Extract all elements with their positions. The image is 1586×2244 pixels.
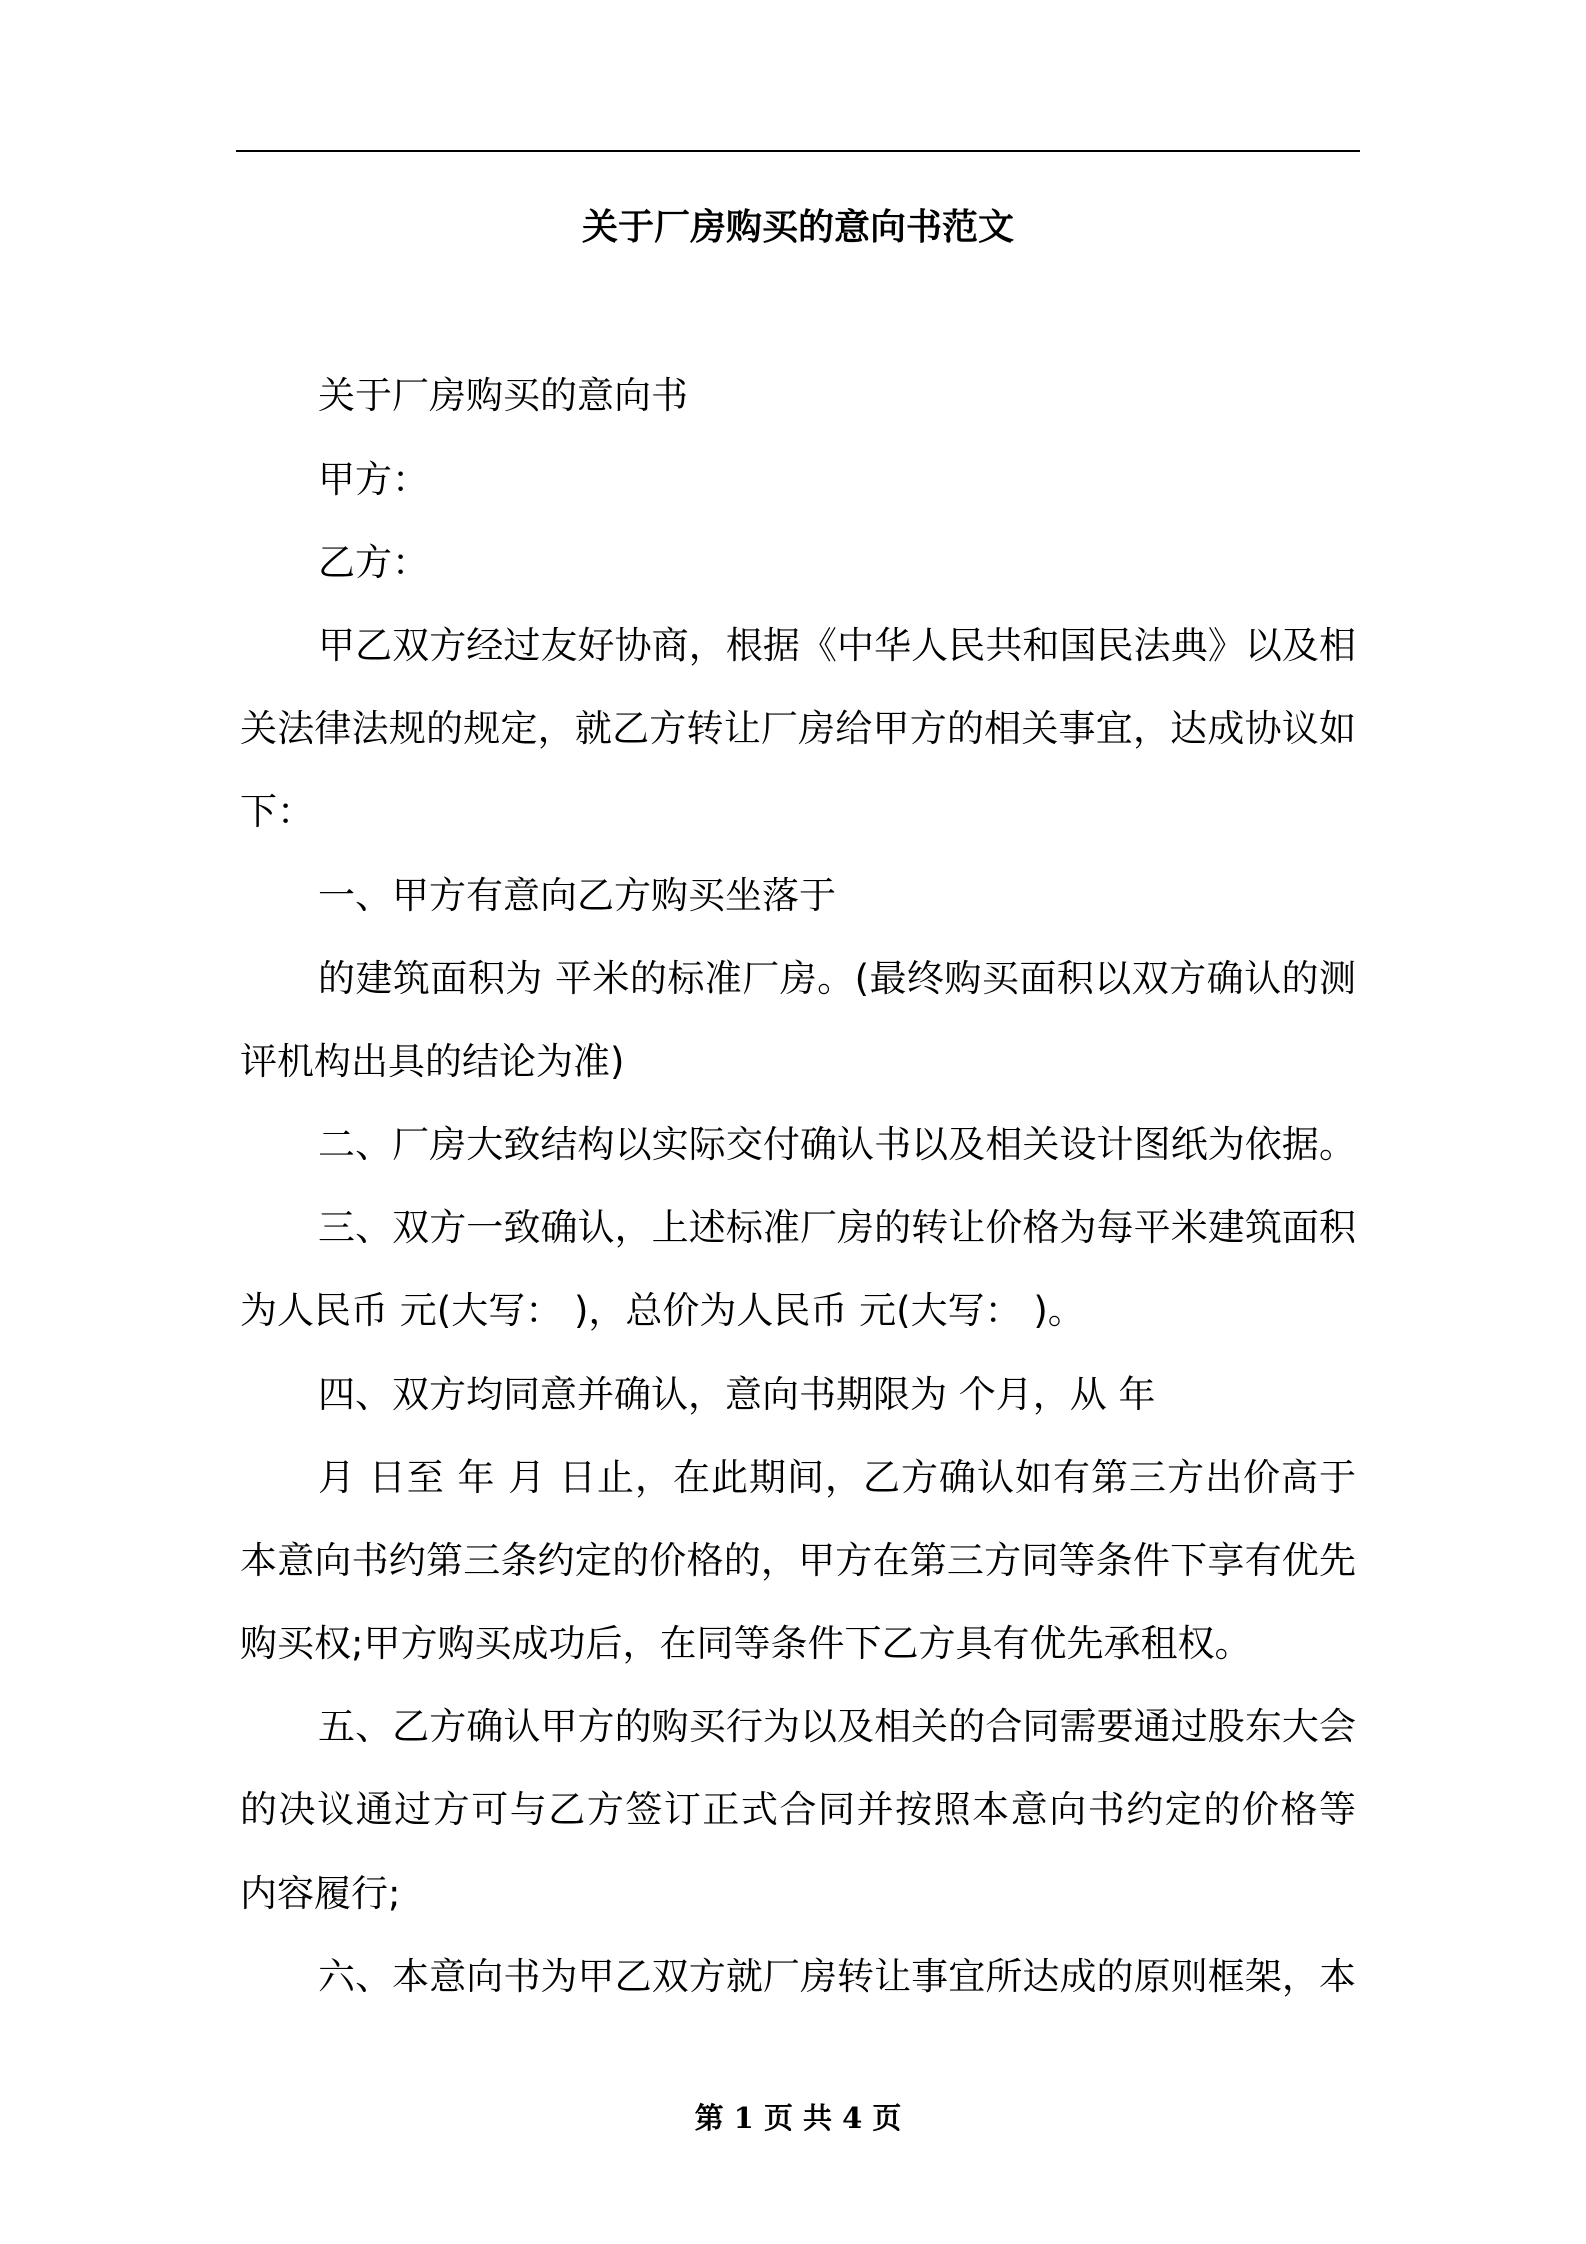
body-line: 购买权;甲方购买成功后，在同等条件下乙方具有优先承租权。 [240, 1622, 1252, 1665]
body-line: 月 日至 年 月 日止，在此期间，乙方确认如有第三方出价高于 [318, 1456, 1356, 1499]
body-line: 乙方： [318, 541, 429, 584]
header-rule [236, 150, 1360, 152]
body-line: 关法律法规的规定，就乙方转让厂房给甲方的相关事宜，达成协议如 [240, 707, 1356, 750]
body-line: 关于厂房购买的意向书 [318, 374, 688, 417]
body-line: 下： [240, 790, 314, 833]
body-line: 内容履行; [240, 1872, 401, 1915]
page-number: 第 1 页 共 4 页 [694, 2101, 902, 2135]
body-line: 的决议通过方可与乙方签订正式合同并按照本意向书约定的价格等 [240, 1788, 1356, 1831]
body-line: 五、乙方确认甲方的购买行为以及相关的合同需要通过股东大会 [318, 1705, 1356, 1748]
body-line: 的建筑面积为 平米的标准厂房。(最终购买面积以双方确认的测 [318, 957, 1356, 1000]
body-line: 一、甲方有意向乙方购买坐落于 [318, 874, 836, 917]
body-line: 六、本意向书为甲乙双方就厂房转让事宜所达成的原则框架，本 [318, 1955, 1356, 1998]
body-line: 为人民币 元(大写： )，总价为人民币 元(大写： )。 [240, 1289, 1085, 1332]
body-line: 甲乙双方经过友好协商，根据《中华人民共和国民法典》以及相 [318, 624, 1356, 667]
body-line: 评机构出具的结论为准) [240, 1040, 625, 1083]
body-line: 甲方： [318, 458, 429, 501]
body-line: 三、双方一致确认，上述标准厂房的转让价格为每平米建筑面积 [318, 1206, 1356, 1249]
document-title: 关于厂房购买的意向书范文 [581, 207, 1014, 248]
body-line: 本意向书约第三条约定的价格的，甲方在第三方同等条件下享有优先 [240, 1539, 1356, 1582]
body-line: 二、厂房大致结构以实际交付确认书以及相关设计图纸为依据。 [318, 1123, 1356, 1166]
body-line: 四、双方均同意并确认，意向书期限为 个月，从 年 [318, 1373, 1156, 1416]
